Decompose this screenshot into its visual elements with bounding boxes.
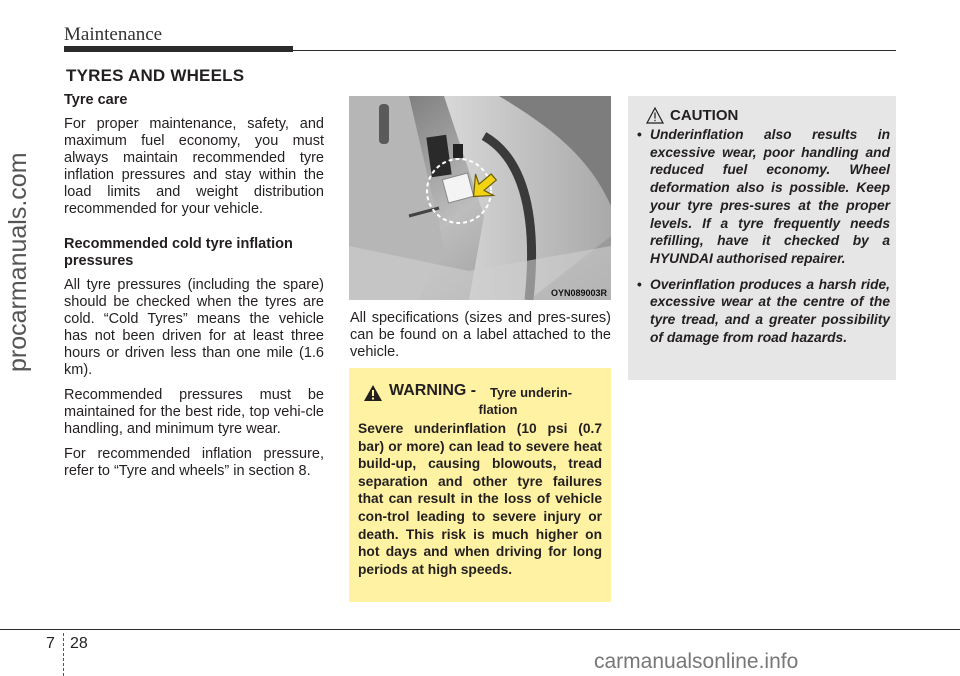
cold-pressure-paragraph-3: For recommended inflation pressure, refer to “Tyre and wheels” in section 8. (64, 446, 324, 479)
figure-code: OYN089003R (550, 288, 607, 298)
caution-label: CAUTION (670, 107, 739, 124)
footer-rule (0, 629, 960, 630)
caution-item: • Overinflation produces a harsh ride, excessive wear at the centre of the tyre tread, and a greater possibility of damage from road hazards. (637, 276, 890, 345)
footer-divider (63, 633, 64, 676)
cold-pressure-paragraph-1: All tyre pressures (including the spare) should be checked when the tyres are cold. “Cold Tyres” means the vehicle has not been driven for at least three hours or driven less than one mile (1.6 km). (64, 277, 324, 378)
door-pillar-label-figure (349, 96, 611, 300)
warning-subtitle-line2: flation (478, 402, 518, 417)
page-number: 28 (70, 635, 88, 652)
warning-triangle-icon (363, 384, 383, 402)
door-pillar-illustration (349, 96, 611, 300)
cold-pressure-heading-line1: Recommended cold tyre inflation (64, 236, 293, 252)
cold-pressure-heading (64, 236, 324, 270)
warning-subtitle-line1: Tyre underin- (490, 385, 573, 400)
bottom-watermark: carmanualsonline.info (594, 650, 799, 673)
header-rule (293, 50, 896, 51)
caution-list (634, 126, 890, 354)
cold-pressure-paragraph-2: Recommended pressures must be maintained for the best ride, top vehi-cle handling, and minimum tyre wear. (64, 387, 324, 437)
tyre-care-text: For proper maintenance, safety, and maximum fuel economy, you must always maintain recommended tyre inflation pressures and stay within the load limits and weight distribution recommended for your vehicle. (64, 116, 324, 217)
caution-box (628, 96, 896, 380)
left-column (64, 92, 324, 488)
caution-item: • Underinflation also results in excessive wear, poor handling and reduced fuel economy. Wheel deformation also is possible. Keep your tyre pres-sures at the proper levels. If a tyre frequently needs refilling, have it checked by a HYUNDAI authorised repairer. (637, 127, 890, 266)
chapter-title: Maintenance (64, 24, 163, 45)
header-bar (64, 46, 293, 52)
warning-body: Severe underinflation (10 psi (0.7 bar) or more) can lead to severe heat build-up, causing blowouts, tread separation and other tyre failures that can result in the loss of vehicle con-trol leading to severe injury or death. This risk is much higher on hot days and when driving for long periods at high speeds. (358, 421, 602, 577)
chapter-number: 7 (46, 635, 55, 652)
cold-pressure-heading-line2: pressures (64, 253, 134, 269)
warning-box (349, 368, 611, 602)
side-watermark: procarmanuals.com (4, 152, 32, 372)
label-location-text: All specifications (sizes and pres-sures) can be found on a label attached to the vehicle. (350, 310, 611, 360)
warning-label: WARNING - (389, 382, 477, 399)
tyre-care-heading: Tyre care (64, 92, 128, 108)
section-title: TYRES AND WHEELS (66, 66, 245, 85)
caution-triangle-icon (646, 107, 664, 124)
